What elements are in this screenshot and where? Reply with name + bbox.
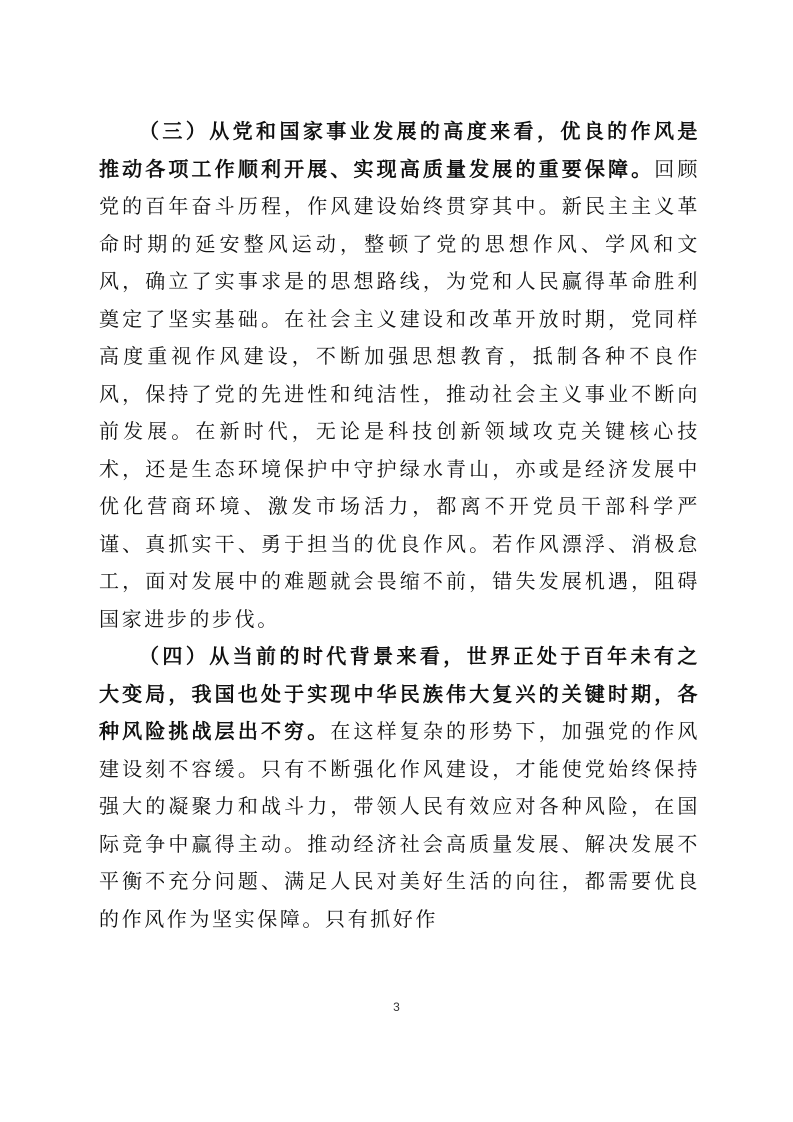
paragraph-text: 回顾党的百年奋斗历程，作风建设始终贯穿其中。新民主主义革命时期的延安整风运动，整顿了党的思想作风、学风和文风，确立了实事求是的思想路线，为党和人民赢得革命胜利奠定了坚实基础。在社会主义建设和改革开放时期，党同样高度重视作风建设，不断加强思想教育，抵制各种不良作风，保持了党的先进性和纯洁性，推动社会主义事业不断向前发展。在新时代，无论是科技创新领域攻克关键核心技术，还是生态环境保护中守护绿水青山，亦或是经济发展中优化营商环境、激发市场活力，都离不开党员干部科学严谨、真抓实干、勇于担当的优良作风。若作风漂浮、消极怠工，面对发展中的难题就会畏缩不前，错失发展机遇，阻碍国家进步的步伐。 <box>99 156 701 631</box>
paragraph-lead: （四）从当前的时代背景来看，世界正处于百年未有之大变局，我国也处于实现中华民族伟大复兴的关键时期，各种风险挑战层出不穷。 <box>99 644 700 743</box>
page-number: 3 <box>393 1000 400 1014</box>
paragraph-lead: （三）从党和国家事业发展的高度来看，优良的作风是推动各项工作顺利开展、实现高质量发展的重要保障。 <box>99 119 700 181</box>
document-body <box>99 113 700 938</box>
paragraph-text: 在这样复杂的形势下，加强党的作风建设刻不容缓。只有不断强化作风建设，才能使党始终保持强大的凝聚力和战斗力，带领人民有效应对各种风险，在国际竞争中赢得主动。推动经济社会高质量发展、解决发展不平衡不充分问题、满足人民对美好生活的向往，都需要优良的作风作为坚实保障。只有抓好作 <box>99 719 700 931</box>
paragraph-section-4 <box>99 638 700 938</box>
paragraph-section-3 <box>99 113 700 638</box>
